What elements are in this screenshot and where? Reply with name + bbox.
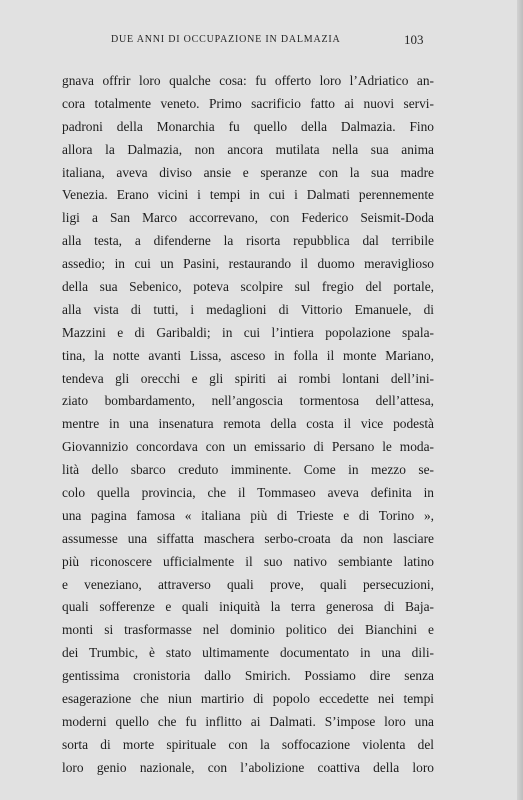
page-edge <box>517 0 523 800</box>
text-line: italiana, aveva diviso ansie e speranze con la sua madre <box>62 164 434 180</box>
text-line: tendeva gli orecchi e gli spiriti ai rombi lontani dell’ini- <box>62 370 434 386</box>
text-line: tina, la notte avanti Lissa, asceso in folla il monte Mariano, <box>62 347 434 363</box>
text-line: lità dello sbarco creduto imminente. Come in mezzo se- <box>62 462 434 478</box>
text-line: assedio; in cui un Pasini, restaurando il duomo meraviglioso <box>62 256 434 272</box>
text-line: ziato bombardamento, nell’angoscia tormentosa dell’attesa, <box>62 393 434 409</box>
text-line: alla vista di tutti, i medaglioni di Vittorio Emanuele, di <box>62 301 434 317</box>
text-line: loro genio nazionale, con l’abolizione coattiva della loro <box>62 759 434 775</box>
page-number: 103 <box>404 32 424 47</box>
text-line: dei Trumbic, è stato ultimamente documentato in una dili- <box>62 645 434 661</box>
text-line: esagerazione che niun martirio di popolo eccedette nei tempi <box>62 691 434 707</box>
text-line: Mazzini e di Garibaldi; in cui l’intiera popolazione spala- <box>62 324 434 340</box>
text-line: cora totalmente veneto. Primo sacrificio fatto ai nuovi servi- <box>62 95 434 111</box>
text-line: padroni della Monarchia fu quello della Dalmazia. Fino <box>62 118 434 134</box>
text-line: moderni quello che fu inflitto ai Dalmati. S’impose loro una <box>62 713 434 729</box>
text-line: alla testa, a difenderne la risorta repubblica dal terribile <box>62 233 434 249</box>
text-line: ligi a San Marco accorrevano, con Federico Seismit-Doda <box>62 210 434 226</box>
text-line: una pagina famosa « italiana più di Trieste e di Torino », <box>62 507 434 523</box>
text-line: quali sofferenze e quali iniquità la terra generosa di Baja- <box>62 599 434 615</box>
text-line: assumesse una siffatta maschera serbo-croata da non lasciare <box>62 530 434 546</box>
text-line: gentissima cronistoria dallo Smirich. Possiamo dire senza <box>62 668 434 684</box>
text-line: Venezia. Erano vicini i tempi in cui i Dalmati perennemente <box>62 187 434 203</box>
text-line: allora la Dalmazia, non ancora mutilata nella sua anima <box>62 141 434 157</box>
text-line: e veneziano, attraverso quali prove, quali persecuzioni, <box>62 576 434 592</box>
text-line: monti si trasformasse nel dominio politico dei Bianchini e <box>62 622 434 638</box>
running-head <box>0 34 523 52</box>
running-title: DUE ANNI DI OCCUPAZIONE IN DALMAZIA <box>111 34 341 45</box>
text-line: Giovannizio concordava con un emissario di Persano le moda- <box>62 439 434 455</box>
text-line: mentre in una insenatura remota della costa il vice podestà <box>62 416 434 432</box>
text-line: gnava offrir loro qualche cosa: fu offerto loro l’Adriatico an- <box>62 73 434 88</box>
text-line: colo quella provincia, che il Tommaseo aveva definita in <box>62 485 434 501</box>
text-line: della sua Sebenico, poteva scolpire sul fregio del portale, <box>62 279 434 295</box>
text-line: più riconoscere ufficialmente il suo nativo sembiante latino <box>62 553 434 569</box>
text-line: sorta di morte spirituale con la soffocazione violenta del <box>62 736 434 752</box>
body-text <box>62 70 434 780</box>
